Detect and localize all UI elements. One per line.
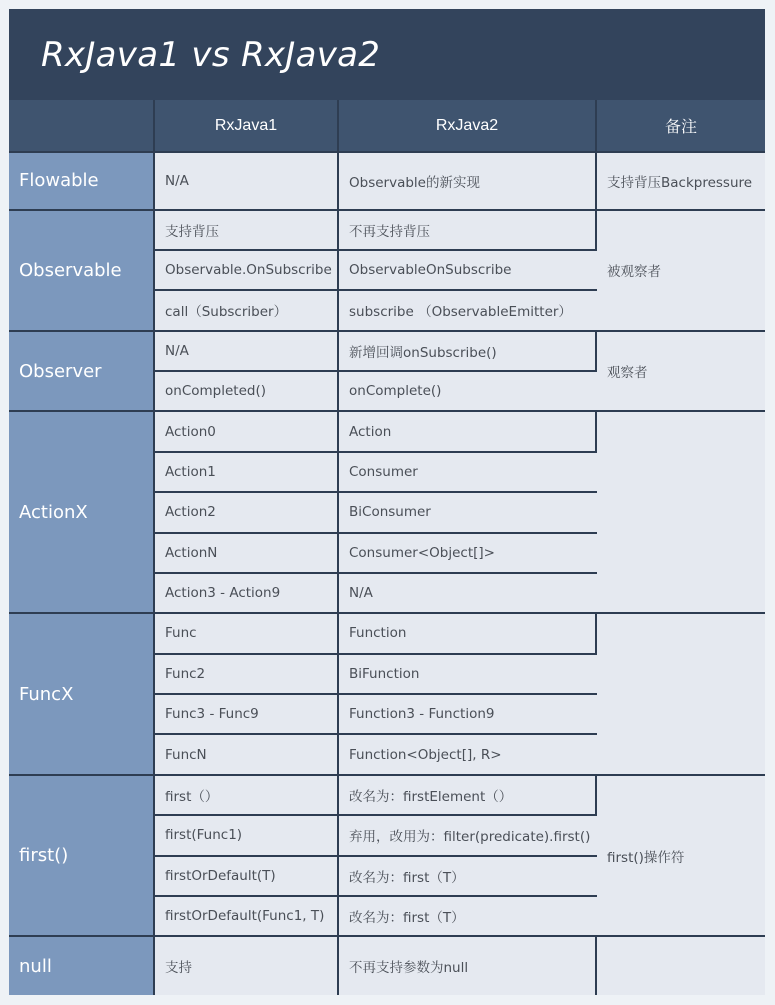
rxjava2-cell: 不再支持参数为null	[339, 937, 597, 995]
rxjava2-cell: 改名为：first（T）	[339, 897, 597, 937]
rxjava1-cell: N/A	[155, 153, 339, 211]
note-cell: 支持背压Backpressure	[597, 153, 765, 211]
table-row	[9, 211, 765, 251]
rxjava1-cell: FuncN	[155, 735, 339, 775]
comparison-card	[9, 9, 765, 995]
table-row	[9, 153, 765, 211]
table-row	[9, 937, 765, 995]
comparison-table	[9, 100, 765, 995]
rxjava2-cell: Consumer	[339, 453, 597, 493]
table-body	[9, 153, 765, 995]
rxjava2-cell: 弃用，改用为：filter(predicate).first()	[339, 816, 597, 856]
table-row	[9, 614, 765, 654]
row-group-label: Observable	[9, 211, 155, 332]
rxjava1-cell: onCompleted()	[155, 372, 339, 412]
rxjava2-cell: 新增回调onSubscribe()	[339, 332, 597, 372]
rxjava2-cell: subscribe （ObservableEmitter）	[339, 291, 597, 331]
rxjava1-cell: Action0	[155, 412, 339, 452]
rxjava2-cell: Function<Object[], R>	[339, 735, 597, 775]
header-rxjava2: RxJava2	[339, 100, 597, 153]
row-group-label: first()	[9, 776, 155, 938]
rxjava1-cell: ActionN	[155, 534, 339, 574]
note-cell: 观察者	[597, 332, 765, 413]
row-group-label: FuncX	[9, 614, 155, 776]
rxjava2-cell: BiConsumer	[339, 493, 597, 533]
rxjava2-cell: 改名为：firstElement（）	[339, 776, 597, 816]
table-row	[9, 776, 765, 816]
row-group-label: Observer	[9, 332, 155, 413]
rxjava1-cell: first（）	[155, 776, 339, 816]
rxjava2-cell: Consumer<Object[]>	[339, 534, 597, 574]
rxjava2-cell: onComplete()	[339, 372, 597, 412]
rxjava2-cell: Function3 - Function9	[339, 695, 597, 735]
row-group-label: null	[9, 937, 155, 995]
note-cell: 被观察者	[597, 211, 765, 332]
rxjava1-cell: Action2	[155, 493, 339, 533]
header-rxjava1: RxJava1	[155, 100, 339, 153]
rxjava1-cell: first(Func1)	[155, 816, 339, 856]
header-note: 备注	[597, 100, 765, 153]
rxjava1-cell: Observable.OnSubscribe	[155, 251, 339, 291]
rxjava2-cell: 不再支持背压	[339, 211, 597, 251]
table-row	[9, 412, 765, 452]
rxjava1-cell: Action3 - Action9	[155, 574, 339, 614]
note-cell	[597, 614, 765, 776]
rxjava1-cell: Func3 - Func9	[155, 695, 339, 735]
rxjava1-cell: call（Subscriber）	[155, 291, 339, 331]
rxjava1-cell: firstOrDefault(T)	[155, 857, 339, 897]
header-row	[9, 100, 765, 153]
rxjava1-cell: 支持背压	[155, 211, 339, 251]
rxjava1-cell: Func2	[155, 655, 339, 695]
table-row	[9, 332, 765, 372]
note-cell: first()操作符	[597, 776, 765, 938]
rxjava2-cell: Observable的新实现	[339, 153, 597, 211]
rxjava2-cell: ObservableOnSubscribe	[339, 251, 597, 291]
rxjava1-cell: Action1	[155, 453, 339, 493]
rxjava1-cell: 支持	[155, 937, 339, 995]
row-group-label: ActionX	[9, 412, 155, 614]
rxjava2-cell: N/A	[339, 574, 597, 614]
rxjava2-cell: BiFunction	[339, 655, 597, 695]
rxjava1-cell: firstOrDefault(Func1, T)	[155, 897, 339, 937]
rxjava2-cell: Function	[339, 614, 597, 654]
page-title: RxJava1 vs RxJava2	[9, 9, 765, 100]
rxjava1-cell: Func	[155, 614, 339, 654]
header-blank	[9, 100, 155, 153]
note-cell	[597, 937, 765, 995]
rxjava1-cell: N/A	[155, 332, 339, 372]
row-group-label: Flowable	[9, 153, 155, 211]
rxjava2-cell: 改名为：first（T）	[339, 857, 597, 897]
rxjava2-cell: Action	[339, 412, 597, 452]
note-cell	[597, 412, 765, 614]
